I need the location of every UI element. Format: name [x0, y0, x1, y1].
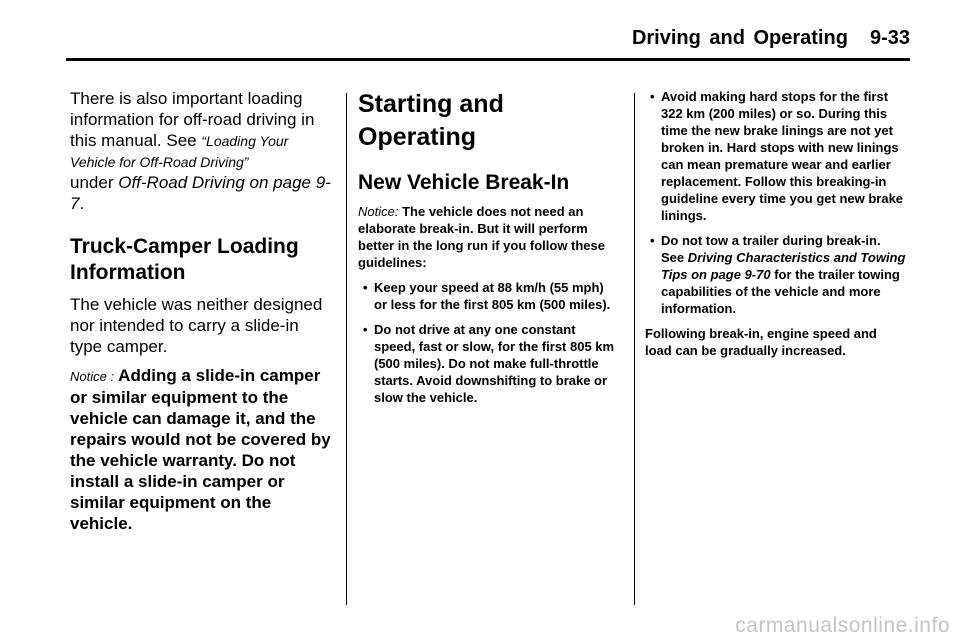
list-item-text: Avoid making hard stops for the first 322 km (200 miles) or so. During this time the new brake linings are not yet broken in. Hard stops with new linings can mean premature wear and earlier replacement. Follow this breaking-in guideline every time you get new brake linings.: [661, 89, 904, 223]
heading-break-in: New Vehicle Break-In: [358, 171, 570, 194]
column-2: [358, 88, 620, 406]
heading-truck-camper: Truck-Camper Loading Information: [70, 235, 299, 284]
intro-text: There is also important loading information for off-road driving in this manual. See: [70, 89, 315, 150]
header-rule: [66, 58, 910, 61]
closing-paragraph: Following break-in, engine speed and load can be gradually increased.: [645, 326, 877, 358]
list-item: [358, 279, 620, 313]
camper-paragraph: The vehicle was neither designed nor intended to carry a slide-in type camper.: [70, 295, 323, 356]
column-1: [70, 88, 332, 534]
xref-towing-tips[interactable]: Driving Characteristics and Towing Tips on page 9-70: [661, 250, 906, 282]
notice-label: Notice:: [358, 204, 399, 219]
column-divider-right: [634, 93, 635, 605]
list-item-text: Keep your speed at 88 km/h (55 mph) or less for the first 805 km (500 miles).: [374, 280, 611, 312]
header-title: [632, 27, 910, 50]
page-header: [66, 0, 910, 74]
xref-offroad-driving[interactable]: Off-Road Driving on page 9-7: [70, 173, 331, 213]
xref-under: under: [70, 173, 114, 192]
bullet-icon: •: [363, 322, 368, 337]
list-item: [358, 321, 620, 406]
section-title: Driving and Operating: [631, 27, 848, 49]
xref-period: .: [79, 194, 85, 213]
camper-notice: [70, 365, 332, 534]
bullet-icon: •: [650, 89, 655, 104]
notice-text: The vehicle does not need an elaborate break-in. But it will perform better in the long run if you follow these guidelines:: [358, 204, 605, 270]
notice-text: Adding a slide-in camper or similar equipment to the vehicle can damage it, and the repairs would not be covered by the vehicle warranty. Do not install a slide-in camper or similar equipment on the vehicle.: [70, 366, 331, 533]
break-in-list: [358, 279, 620, 406]
xref-loading-offroad[interactable]: “Loading Your Vehicle for Off-Road Driving”: [70, 133, 289, 170]
break-in-list-continued: [645, 88, 907, 317]
list-item: [645, 232, 907, 317]
page-number: 9-33: [869, 27, 910, 49]
bullet-icon: •: [650, 233, 655, 248]
notice-label: Notice :: [70, 369, 115, 384]
list-item-text: Do not drive at any one constant speed, fast or slow, for the first 805 km (500 miles). Do not make full-throttle starts. Avoid downshifting to brake or slow the vehicle.: [374, 322, 615, 405]
column-3: [645, 88, 907, 359]
column-divider-left: [346, 93, 347, 605]
list-item: [645, 88, 907, 224]
bullet-icon: •: [363, 280, 368, 295]
heading-starting-operating: Starting and Operating: [358, 90, 504, 151]
list-item-text-before: Do not tow a trailer during break-in. See: [661, 233, 881, 265]
watermark: carmanualsonline.info: [735, 614, 950, 637]
intro-paragraph: [70, 88, 332, 214]
break-in-notice: [358, 203, 620, 271]
xref-line: [70, 172, 332, 214]
list-item-text-after: for the trailer towing capabilities of the vehicle and more information.: [661, 267, 900, 316]
